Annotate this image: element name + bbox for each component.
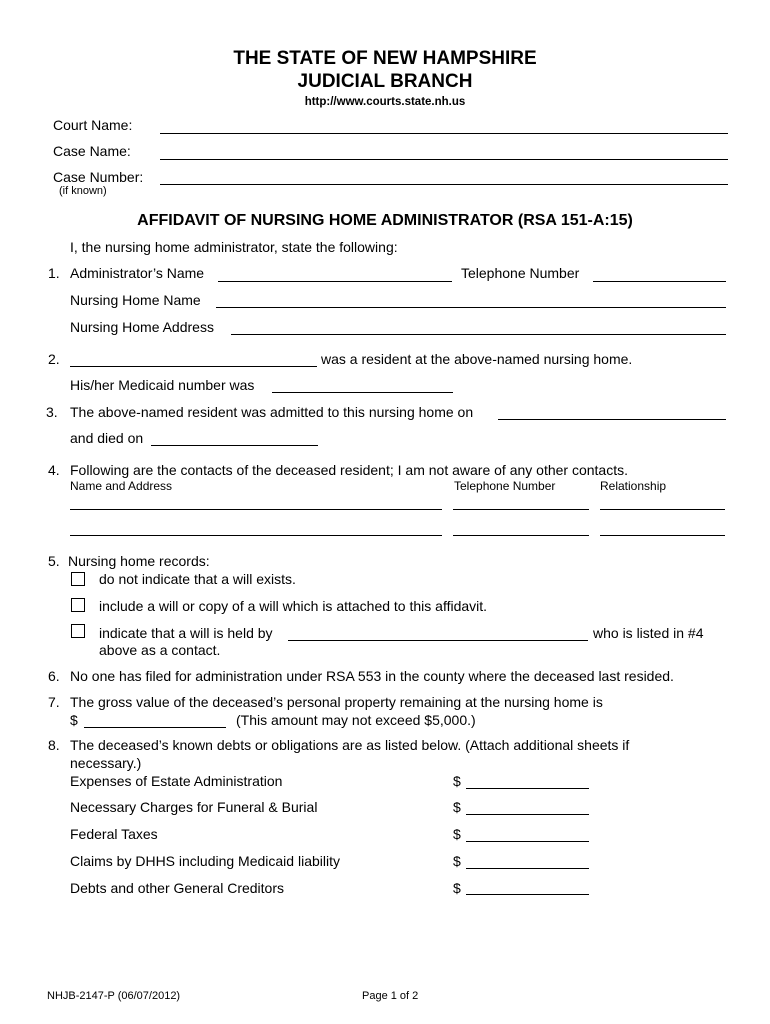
nh-address-label: Nursing Home Address <box>70 319 214 335</box>
debt-label-general-creditors: Debts and other General Creditors <box>70 880 284 896</box>
will-attached-label: include a will or copy of a will which is attached to this affidavit. <box>99 598 488 614</box>
will-held-label: indicate that a will is held by <box>99 625 273 641</box>
nh-name-field[interactable] <box>216 307 726 308</box>
form-title: AFFIDAVIT OF NURSING HOME ADMINISTRATOR (RSA 151-A:15) <box>137 212 633 229</box>
item6-number: 6. <box>48 668 60 684</box>
contact1-name-field[interactable] <box>70 509 442 510</box>
contacts-text: Following are the contacts of the deceased resident; I am not aware of any other contacts. <box>70 462 628 478</box>
col-relationship: Relationship <box>600 479 667 493</box>
resident-name-field[interactable] <box>70 366 317 367</box>
debts-text: The deceased’s known debts or obligations are as listed below. (Attach additional sheets if <box>70 737 630 753</box>
will-holder-field[interactable] <box>288 640 588 641</box>
item5-number: 5. <box>48 553 60 569</box>
case-name-label: Case Name: <box>53 143 131 159</box>
item8-number: 8. <box>48 737 60 753</box>
court-name-field[interactable] <box>160 133 728 134</box>
intro-text: I, the nursing home administrator, state the following: <box>70 239 398 255</box>
item2-number: 2. <box>48 351 60 367</box>
debt-field-federal-taxes[interactable] <box>466 841 589 842</box>
item1-number: 1. <box>48 265 60 281</box>
debt-label-funeral-burial: Necessary Charges for Funeral & Burial <box>70 799 318 815</box>
col-name-address: Name and Address <box>70 479 173 493</box>
state-title: THE STATE OF NEW HAMPSHIRE <box>233 48 537 69</box>
gross-value-text: The gross value of the deceased’s personal property remaining at the nursing home is <box>70 694 603 710</box>
admin-name-label: Administrator’s Name <box>70 265 205 281</box>
records-text: Nursing home records: <box>68 553 210 569</box>
admitted-text: The above-named resident was admitted to this nursing home on <box>70 404 474 420</box>
contact2-name-field[interactable] <box>70 535 442 536</box>
debt-dollar-dhhs-claims: $ <box>453 853 461 869</box>
no-will-label: do not indicate that a will exists. <box>99 571 296 587</box>
gross-value-dollar: $ <box>70 712 78 728</box>
item3-number: 3. <box>46 404 58 420</box>
above-contact-text: above as a contact. <box>99 642 221 658</box>
form-id: NHJB-2147-P (06/07/2012) <box>47 990 181 1002</box>
admin-name-field[interactable] <box>218 281 452 282</box>
item4-number: 4. <box>48 462 60 478</box>
will-held-checkbox[interactable] <box>71 624 85 638</box>
contact1-relationship-field[interactable] <box>600 509 725 510</box>
court-name-label: Court Name: <box>53 117 133 133</box>
debt-dollar-estate-administration: $ <box>453 773 461 789</box>
debt-label-estate-administration: Expenses of Estate Administration <box>70 773 283 789</box>
no-administration-text: No one has filed for administration under RSA 553 in the county where the deceased last resided. <box>70 668 674 684</box>
case-name-field[interactable] <box>160 159 728 160</box>
page-number: Page 1 of 2 <box>362 990 419 1002</box>
nh-address-field[interactable] <box>231 334 726 335</box>
no-will-checkbox[interactable] <box>71 572 85 586</box>
contact1-phone-field[interactable] <box>453 509 589 510</box>
item7-number: 7. <box>48 694 60 710</box>
resident-text: was a resident at the above-named nursing home. <box>321 351 633 367</box>
debt-dollar-federal-taxes: $ <box>453 826 461 842</box>
medicaid-label: His/her Medicaid number was <box>70 377 255 393</box>
debts-text-continued: necessary.) <box>70 755 142 771</box>
telephone-field[interactable] <box>593 281 726 282</box>
col-telephone: Telephone Number <box>454 479 556 493</box>
debt-field-dhhs-claims[interactable] <box>466 868 589 869</box>
admitted-date-field[interactable] <box>498 419 726 420</box>
contact2-phone-field[interactable] <box>453 535 589 536</box>
debt-label-dhhs-claims: Claims by DHHS including Medicaid liability <box>70 853 340 869</box>
branch-title: JUDICIAL BRANCH <box>297 71 473 92</box>
gross-value-note: (This amount may not exceed $5,000.) <box>236 712 476 728</box>
contact2-relationship-field[interactable] <box>600 535 725 536</box>
medicaid-field[interactable] <box>272 392 453 393</box>
court-url: http://www.courts.state.nh.us <box>304 96 466 108</box>
nh-name-label: Nursing Home Name <box>70 292 201 308</box>
died-text: and died on <box>70 430 144 446</box>
debt-dollar-general-creditors: $ <box>453 880 461 896</box>
debt-field-estate-administration[interactable] <box>466 788 589 789</box>
debt-field-general-creditors[interactable] <box>466 894 589 895</box>
gross-value-field[interactable] <box>84 727 226 728</box>
debt-dollar-funeral-burial: $ <box>453 799 461 815</box>
listed-in-4-text: who is listed in #4 <box>593 625 704 641</box>
died-date-field[interactable] <box>151 445 318 446</box>
will-attached-checkbox[interactable] <box>71 598 85 612</box>
if-known-note: (if known) <box>59 185 107 197</box>
debt-field-funeral-burial[interactable] <box>466 814 589 815</box>
case-number-label: Case Number: <box>53 169 144 185</box>
case-number-field[interactable] <box>160 184 728 185</box>
telephone-label: Telephone Number <box>461 265 580 281</box>
debt-label-federal-taxes: Federal Taxes <box>70 826 158 842</box>
